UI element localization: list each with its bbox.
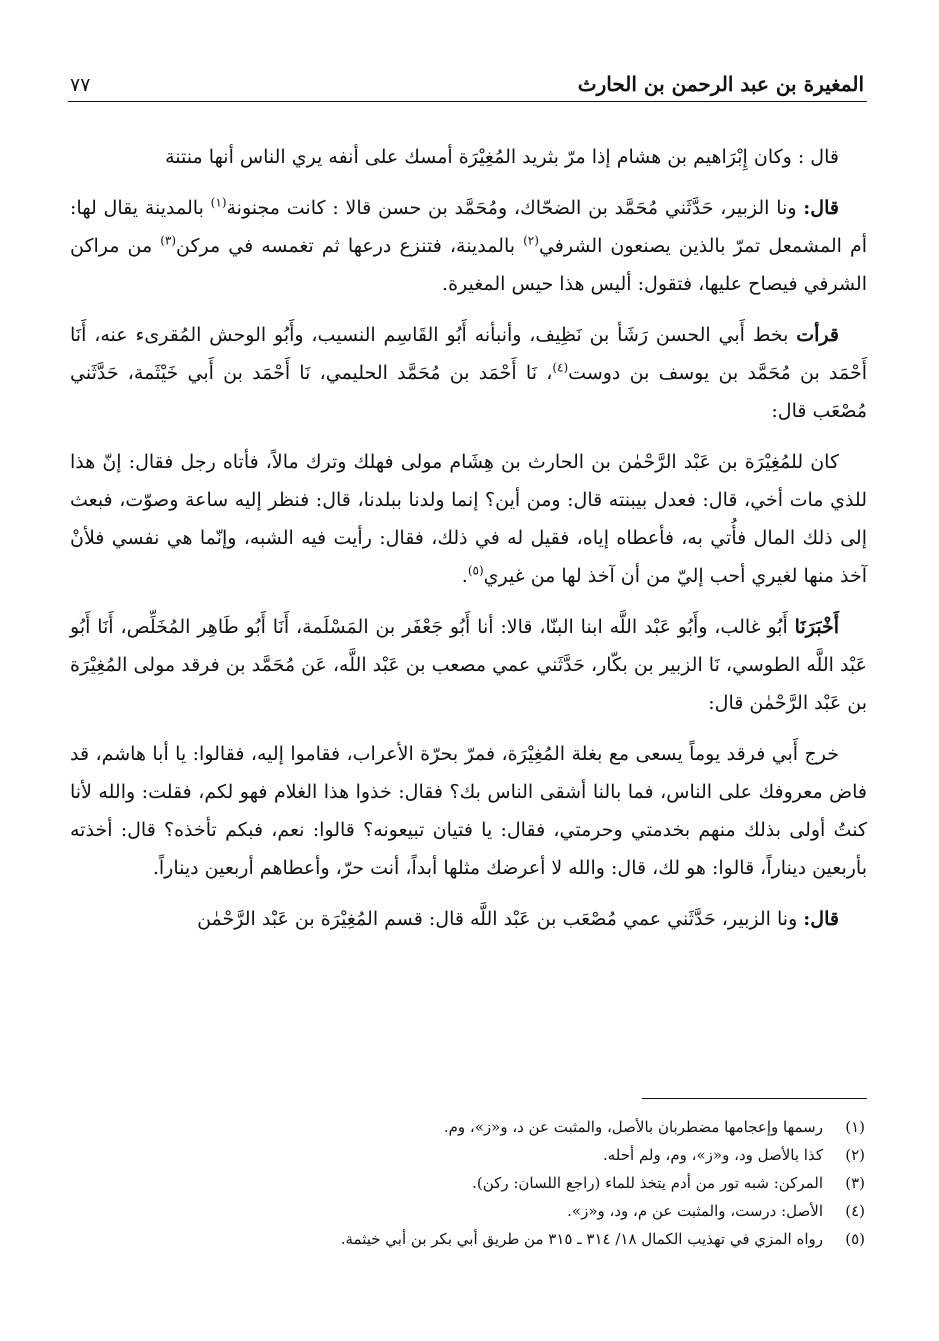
- footnote-number: (٥): [845, 1230, 865, 1248]
- footnote-1: [70, 1113, 865, 1141]
- main-text: [70, 138, 867, 951]
- page-number: ٧٧: [70, 74, 91, 96]
- footnotes: [70, 1113, 865, 1253]
- paragraph-text: .: [461, 565, 468, 587]
- footnote-3: [70, 1169, 865, 1197]
- paragraph-text: من مراكن الشرفي فيصاح عليها، فتقول: أليس هذا حيس المغيرة.: [70, 235, 867, 295]
- footnote-4: [70, 1197, 865, 1225]
- footnote-text: رسمها وإعجامها مضطربان بالأصل، والمثبت عن د، و«ز»، وم.: [443, 1118, 823, 1136]
- paragraph-text: ونا الزبير، حَدَّثَني عمي مُصْعَب بن عَبْد اللَّه قال: قسم المُغِيْرَة بن عَبْد الرَّحْمٰن: [197, 908, 804, 930]
- paragraph-5: [70, 608, 867, 722]
- paragraph-6: [70, 735, 867, 887]
- paragraph-lead: قال:: [803, 908, 839, 930]
- paragraph-lead: قال:: [803, 197, 839, 219]
- footnote-ref-2[interactable]: (٢): [523, 233, 539, 248]
- paragraph-text: بالمدينة، فتنزع درعها ثم تغمسه في مركن: [176, 235, 524, 257]
- running-head: [70, 60, 864, 96]
- header-title: المغيرة بن عبد الرحمن بن الحارث: [577, 72, 864, 96]
- paragraph-text: خرج أَبي فرقد يوماً يسعى مع بغلة المُغِيْرَة، فمرّ بحرّة الأعراب، فقاموا إليه، فقالوا: يا أبا هاشم، قد فاض معروفك على الناس، فما بالنا أشقى الناس بك؟ فقال: خذوا هذا الغلام فهو لكم، فقلت: والله لأنا كنتُ أولى بذلك منهم بخدمتي وحرمتي، فقال: يا فتيان تبيعونه؟ قالوا: نعم، فبكم تأخذه؟ قال: أخذته بأربعين ديناراً، قالوا: هو لك، قال: والله لا أعرضك مثلها أبداً، أنت حرّ، وأعطاهم أربعين ديناراً.: [70, 743, 867, 879]
- footnote-ref-5[interactable]: (٥): [467, 563, 484, 578]
- footnote-text: كذا بالأصل ود، و«ز»، وم، ولم أحله.: [602, 1146, 823, 1164]
- footnote-ref-4[interactable]: (٤): [552, 360, 569, 375]
- paragraph-7: [70, 900, 867, 938]
- paragraph-3: [70, 316, 867, 430]
- paragraph-text: بخط أَبي الحسن رَشَأ بن نَظِيف، وأنبأنه أَبُو القَاسِم النسيب، وأَبُو الوحش المُقرىء عنه، أَنَا أَحْمَد بن مُحَمَّد بن يوسف بن دوست: [70, 324, 868, 384]
- paragraph-text: أَبُو غالب، وأَبُو عَبْد اللَّه ابنا البنّا، قالا: أنا أَبُو جَعْفَر بن المَسْلَمة، أَنَا أَبُو طَاهِر المُخَلِّص، أَنَا أَبُو عَبْد اللَّه الطوسي، نَا الزبير بن بكّار، حَدَّثَني عمي مصعب بن عَبْد اللَّه، عَن مُحَمَّد بن فرقد مولى المُغِيْرَة بن عَبْد الرَّحْمٰن قال:: [70, 616, 867, 714]
- footnote-number: (١): [845, 1118, 865, 1136]
- paragraph-text: ونا الزبير، حَدَّثَني مُحَمَّد بن الضحّاك، ومُحَمَّد بن حسن قالا : كانت مجنونة: [226, 197, 804, 219]
- footnote-text: المركن: شبه تور من أدم يتخذ للماء (راجع اللسان: ركن).: [472, 1174, 823, 1192]
- header-rule: [68, 101, 867, 102]
- footnote-number: (٢): [845, 1146, 865, 1164]
- footnote-number: (٤): [845, 1202, 865, 1220]
- paragraph-text: كان للمُغِيْرَة بن عَبْد الرَّحْمٰن بن الحارث بن هِشَام مولى فهلك وترك مالاً، فأتاه رجل فقال: إنّ هذا للذي مات أخي، قال: فعدل بيبنته قال: ومن أين؟ إنما ولدنا ببلدنا، قال: فنظر إليه ساعة وصوّت، فبعث إلى ذلك المال فأُتي به، فأعطاه إياه، فقيل له في ذلك، فقال: رأيت فيه الشبه، وإنّما هي نفسي فلأنْ آخذ منها لغيري أحب إليّ من أن آخذ لها من غيري: [70, 451, 867, 587]
- footnote-2: [70, 1141, 865, 1169]
- footnote-ref-1[interactable]: (١): [210, 195, 227, 210]
- paragraph-1: [70, 138, 867, 176]
- paragraph-text: ، نَا أَحْمَد بن مُحَمَّد الحليمي، نَا أَحْمَد بن أَبي خَيْثَمة، حَدَّثَني مُصْعَب قال:: [70, 362, 867, 422]
- footnote-5: [70, 1225, 865, 1253]
- paragraph-2: [70, 189, 867, 303]
- footnote-rule: [642, 1098, 867, 1099]
- paragraph-text: قال : وكان إِبْرَاهيم بن هشام إذا مرّ بثريد المُغِيْرَة أمسك على أنفه يري الناس أنها منتنة: [165, 146, 839, 168]
- paragraph-lead: أَخْبَرَنَا: [794, 616, 839, 638]
- footnote-ref-3[interactable]: (٣): [160, 233, 177, 248]
- paragraph-lead: قرأت: [796, 324, 839, 346]
- paragraph-text: بالمدينة يقال لها: أم المشمعل تمرّ بالذين يصنعون الشرفي: [70, 197, 868, 257]
- footnote-number: (٣): [845, 1174, 865, 1192]
- paragraph-4: [70, 443, 867, 595]
- footnote-text: الأصل: درست، والمثبت عن م، ود، و«ز».: [567, 1202, 823, 1220]
- footnote-text: رواه المزي في تهذيب الكمال ١٨/ ٣١٤ ـ ٣١٥ من طريق أبي بكر بن أبي خيثمة.: [340, 1230, 823, 1248]
